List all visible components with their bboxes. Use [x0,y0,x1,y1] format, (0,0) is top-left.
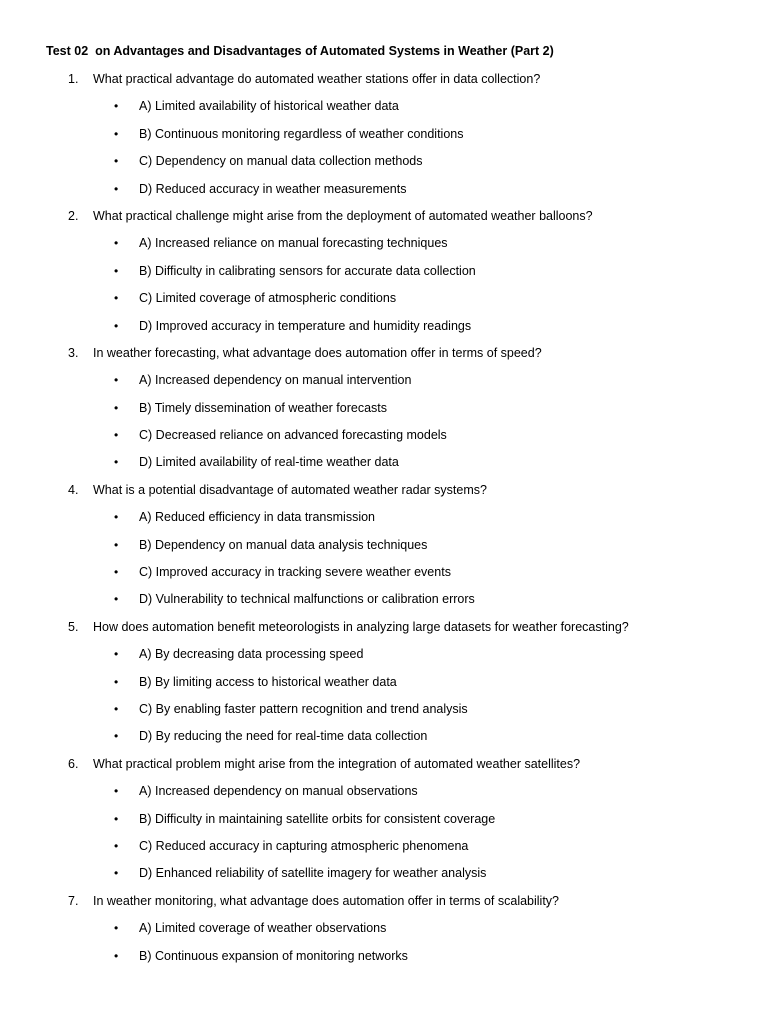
question-number: 3. [68,345,79,360]
bullet-icon: • [114,236,119,251]
bullet-icon: • [114,866,119,881]
option-text: D) Enhanced reliability of satellite imagery for weather analysis [139,866,487,881]
question-number: 6. [68,756,79,771]
option-text: D) Vulnerability to technical malfunctions or calibration errors [139,592,475,607]
bullet-icon: • [114,784,119,799]
question-number: 1. [68,72,79,86]
bullet-icon: • [114,263,119,278]
bullet-icon: • [114,291,119,306]
bullet-icon: • [114,181,119,196]
option-text: D) Limited availability of real-time weather data [139,455,399,470]
bullet-icon: • [114,126,119,141]
bullet-icon: • [114,838,119,853]
question-number: 5. [68,619,79,634]
option-text: B) By limiting access to historical weather data [139,674,397,689]
option-text: A) Reduced efficiency in data transmission [139,510,375,525]
question-text: How does automation benefit meteorologists in analyzing large datasets for weather forecasting? [93,619,629,634]
bullet-icon: • [114,674,119,689]
bullet-icon: • [114,428,119,443]
question-text: What practical problem might arise from the integration of automated weather satellites? [93,756,581,771]
bullet-icon: • [114,729,119,744]
question-text: What is a potential disadvantage of automated weather radar systems? [93,482,487,497]
question-text: What practical advantage do automated weather stations offer in data collection? [93,72,541,86]
question-number: 7. [68,893,79,908]
option-text: A) Increased reliance on manual forecasting techniques [139,236,448,251]
option-text: C) By enabling faster pattern recognition and trend analysis [139,701,468,716]
option-text: C) Dependency on manual data collection methods [139,154,423,169]
option-text: B) Continuous expansion of monitoring networks [139,948,408,963]
option-text: B) Difficulty in calibrating sensors for accurate data collection [139,263,476,278]
option-text: C) Limited coverage of atmospheric conditions [139,291,397,306]
option-text: A) By decreasing data processing speed [139,647,364,662]
option-text: A) Limited availability of historical weather data [139,99,399,114]
bullet-icon: • [114,99,119,114]
option-text: C) Decreased reliance on advanced forecasting models [139,428,447,443]
bullet-icon: • [114,318,119,333]
bullet-icon: • [114,647,119,662]
option-text: D) Reduced accuracy in weather measurements [139,181,407,196]
option-text: D) Improved accuracy in temperature and humidity readings [139,318,472,333]
option-text: A) Limited coverage of weather observations [139,921,387,936]
bullet-icon: • [114,921,119,936]
question-text: What practical challenge might arise from the deployment of automated weather balloons? [93,208,593,223]
bullet-icon: • [114,811,119,826]
option-text: B) Timely dissemination of weather forecasts [139,400,388,415]
option-text: A) Increased dependency on manual intervention [139,373,412,388]
option-text: C) Improved accuracy in tracking severe weather events [139,565,451,580]
bullet-icon: • [114,373,119,388]
bullet-icon: • [114,154,119,169]
bullet-icon: • [114,565,119,580]
option-text: B) Dependency on manual data analysis techniques [139,537,428,552]
option-text: B) Continuous monitoring regardless of weather conditions [139,126,464,141]
question-number: 2. [68,208,79,223]
option-text: C) Reduced accuracy in capturing atmospheric phenomena [139,838,469,853]
document-title: Test 02 on Advantages and Disadvantages of Automated Systems in Weather (Part 2) [46,44,554,58]
question-text: In weather monitoring, what advantage does automation offer in terms of scalability? [93,893,560,908]
question-text: In weather forecasting, what advantage does automation offer in terms of speed? [93,345,542,360]
bullet-icon: • [114,592,119,607]
bullet-icon: • [114,537,119,552]
bullet-icon: • [114,400,119,415]
bullet-icon: • [114,455,119,470]
option-text: B) Difficulty in maintaining satellite orbits for consistent coverage [139,811,496,826]
question-number: 4. [68,482,79,497]
option-text: A) Increased dependency on manual observations [139,784,418,799]
option-text: D) By reducing the need for real-time data collection [139,729,428,744]
bullet-icon: • [114,948,119,963]
bullet-icon: • [114,701,119,716]
bullet-icon: • [114,510,119,525]
